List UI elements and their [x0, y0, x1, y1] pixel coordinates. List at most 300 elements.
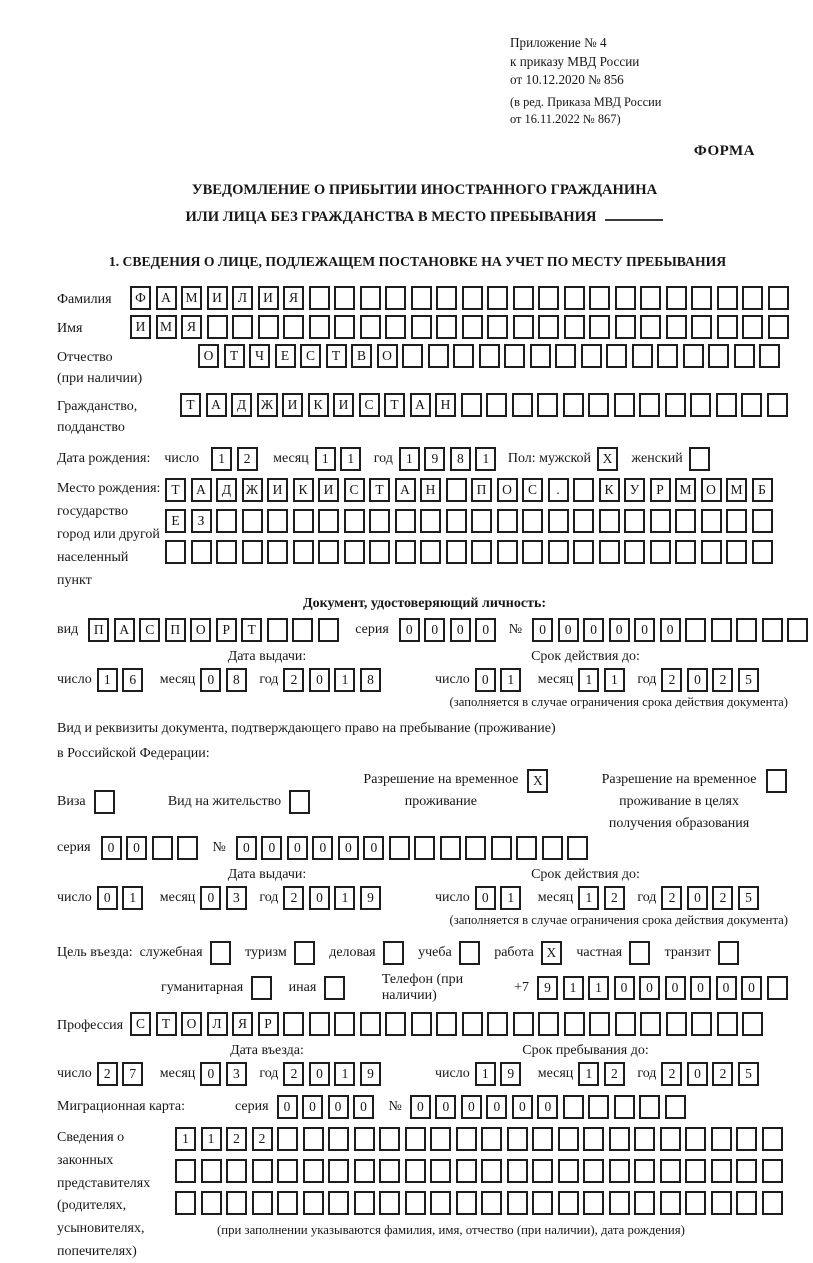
char-cell[interactable]: 1: [122, 886, 143, 910]
char-cell[interactable]: 2: [283, 886, 304, 910]
char-cell[interactable]: 1: [563, 976, 584, 1000]
char-cell[interactable]: О: [377, 344, 398, 368]
char-cell[interactable]: Т: [241, 618, 262, 642]
char-cell[interactable]: 0: [97, 886, 118, 910]
char-cell[interactable]: 0: [338, 836, 359, 860]
char-cell[interactable]: [711, 1191, 732, 1215]
char-cell[interactable]: [683, 344, 704, 368]
char-cell[interactable]: X: [597, 447, 618, 471]
char-cell[interactable]: 0: [486, 1095, 507, 1119]
char-cell[interactable]: 0: [475, 618, 496, 642]
char-cell[interactable]: 9: [360, 1062, 381, 1086]
char-cell[interactable]: Д: [216, 478, 237, 502]
char-cell[interactable]: [685, 1127, 706, 1151]
char-cell[interactable]: 0: [690, 976, 711, 1000]
char-cell[interactable]: [762, 1159, 783, 1183]
char-cell[interactable]: [267, 618, 288, 642]
char-cell[interactable]: [513, 315, 534, 339]
char-cell[interactable]: И: [130, 315, 151, 339]
char-cell[interactable]: [639, 393, 660, 417]
char-cell[interactable]: X: [527, 769, 548, 793]
char-cell[interactable]: Б: [752, 478, 773, 502]
char-cell[interactable]: 2: [604, 886, 625, 910]
char-cell[interactable]: [242, 540, 263, 564]
char-cell[interactable]: А: [395, 478, 416, 502]
char-cell[interactable]: [589, 315, 610, 339]
char-cell[interactable]: [711, 618, 732, 642]
char-cell[interactable]: [354, 1191, 375, 1215]
char-cell[interactable]: Р: [650, 478, 671, 502]
char-cell[interactable]: 0: [687, 668, 708, 692]
char-cell[interactable]: 1: [315, 447, 336, 471]
char-cell[interactable]: 0: [277, 1095, 298, 1119]
char-cell[interactable]: [293, 509, 314, 533]
char-cell[interactable]: [446, 478, 467, 502]
char-cell[interactable]: [379, 1191, 400, 1215]
char-cell[interactable]: Я: [181, 315, 202, 339]
char-cell[interactable]: [538, 1012, 559, 1036]
char-cell[interactable]: 2: [712, 668, 733, 692]
char-cell[interactable]: [303, 1191, 324, 1215]
char-cell[interactable]: [513, 1012, 534, 1036]
char-cell[interactable]: [459, 941, 480, 965]
char-cell[interactable]: У: [624, 478, 645, 502]
char-cell[interactable]: [226, 1191, 247, 1215]
char-cell[interactable]: [583, 1159, 604, 1183]
char-cell[interactable]: 0: [475, 668, 496, 692]
char-cell[interactable]: [242, 509, 263, 533]
char-cell[interactable]: [487, 286, 508, 310]
char-cell[interactable]: [512, 393, 533, 417]
char-cell[interactable]: [762, 1191, 783, 1215]
char-cell[interactable]: Д: [231, 393, 252, 417]
char-cell[interactable]: 1: [334, 886, 355, 910]
char-cell[interactable]: [405, 1191, 426, 1215]
char-cell[interactable]: [232, 315, 253, 339]
char-cell[interactable]: [513, 286, 534, 310]
char-cell[interactable]: [420, 540, 441, 564]
char-cell[interactable]: М: [156, 315, 177, 339]
char-cell[interactable]: 0: [200, 1062, 221, 1086]
char-cell[interactable]: 2: [283, 668, 304, 692]
char-cell[interactable]: [411, 286, 432, 310]
char-cell[interactable]: [752, 509, 773, 533]
char-cell[interactable]: 2: [604, 1062, 625, 1086]
char-cell[interactable]: [471, 509, 492, 533]
char-cell[interactable]: [430, 1159, 451, 1183]
char-cell[interactable]: [685, 1191, 706, 1215]
char-cell[interactable]: [283, 1012, 304, 1036]
char-cell[interactable]: С: [139, 618, 160, 642]
char-cell[interactable]: 0: [716, 976, 737, 1000]
char-cell[interactable]: [640, 286, 661, 310]
char-cell[interactable]: [289, 790, 310, 814]
char-cell[interactable]: [690, 393, 711, 417]
char-cell[interactable]: 8: [226, 668, 247, 692]
char-cell[interactable]: 0: [558, 618, 579, 642]
char-cell[interactable]: [462, 315, 483, 339]
char-cell[interactable]: [689, 447, 710, 471]
char-cell[interactable]: [414, 836, 435, 860]
char-cell[interactable]: [615, 286, 636, 310]
char-cell[interactable]: [736, 1127, 757, 1151]
char-cell[interactable]: [309, 286, 330, 310]
char-cell[interactable]: [736, 1159, 757, 1183]
char-cell[interactable]: [583, 1191, 604, 1215]
char-cell[interactable]: [303, 1127, 324, 1151]
char-cell[interactable]: [446, 540, 467, 564]
char-cell[interactable]: 0: [687, 1062, 708, 1086]
char-cell[interactable]: 2: [252, 1127, 273, 1151]
char-cell[interactable]: [701, 509, 722, 533]
char-cell[interactable]: И: [258, 286, 279, 310]
char-cell[interactable]: 1: [500, 668, 521, 692]
char-cell[interactable]: [650, 540, 671, 564]
char-cell[interactable]: [487, 315, 508, 339]
char-cell[interactable]: [497, 540, 518, 564]
char-cell[interactable]: [624, 509, 645, 533]
char-cell[interactable]: [691, 1012, 712, 1036]
char-cell[interactable]: [360, 286, 381, 310]
char-cell[interactable]: 0: [410, 1095, 431, 1119]
char-cell[interactable]: [252, 1191, 273, 1215]
char-cell[interactable]: [726, 509, 747, 533]
char-cell[interactable]: 0: [634, 618, 655, 642]
char-cell[interactable]: [318, 509, 339, 533]
char-cell[interactable]: А: [114, 618, 135, 642]
char-cell[interactable]: [609, 1191, 630, 1215]
char-cell[interactable]: Е: [275, 344, 296, 368]
char-cell[interactable]: [507, 1159, 528, 1183]
char-cell[interactable]: [293, 540, 314, 564]
char-cell[interactable]: [542, 836, 563, 860]
char-cell[interactable]: [507, 1127, 528, 1151]
char-cell[interactable]: 1: [399, 447, 420, 471]
char-cell[interactable]: С: [522, 478, 543, 502]
char-cell[interactable]: [609, 1127, 630, 1151]
char-cell[interactable]: Я: [232, 1012, 253, 1036]
char-cell[interactable]: [762, 618, 783, 642]
char-cell[interactable]: [660, 1159, 681, 1183]
char-cell[interactable]: 0: [639, 976, 660, 1000]
char-cell[interactable]: [465, 836, 486, 860]
char-cell[interactable]: [405, 1127, 426, 1151]
char-cell[interactable]: [486, 393, 507, 417]
char-cell[interactable]: К: [599, 478, 620, 502]
char-cell[interactable]: [385, 286, 406, 310]
char-cell[interactable]: .: [548, 478, 569, 502]
char-cell[interactable]: 1: [211, 447, 232, 471]
char-cell[interactable]: 0: [312, 836, 333, 860]
char-cell[interactable]: [94, 790, 115, 814]
char-cell[interactable]: 2: [661, 668, 682, 692]
char-cell[interactable]: [588, 393, 609, 417]
char-cell[interactable]: [479, 344, 500, 368]
char-cell[interactable]: 1: [475, 1062, 496, 1086]
char-cell[interactable]: 0: [512, 1095, 533, 1119]
char-cell[interactable]: С: [359, 393, 380, 417]
char-cell[interactable]: К: [293, 478, 314, 502]
char-cell[interactable]: [360, 1012, 381, 1036]
char-cell[interactable]: [615, 315, 636, 339]
char-cell[interactable]: [318, 540, 339, 564]
char-cell[interactable]: [640, 315, 661, 339]
char-cell[interactable]: [456, 1191, 477, 1215]
char-cell[interactable]: 0: [424, 618, 445, 642]
char-cell[interactable]: [614, 1095, 635, 1119]
char-cell[interactable]: Н: [435, 393, 456, 417]
char-cell[interactable]: Е: [165, 509, 186, 533]
char-cell[interactable]: Т: [326, 344, 347, 368]
char-cell[interactable]: К: [308, 393, 329, 417]
char-cell[interactable]: [736, 618, 757, 642]
char-cell[interactable]: 0: [660, 618, 681, 642]
char-cell[interactable]: [385, 1012, 406, 1036]
char-cell[interactable]: [328, 1159, 349, 1183]
char-cell[interactable]: 1: [588, 976, 609, 1000]
char-cell[interactable]: 1: [334, 668, 355, 692]
char-cell[interactable]: [420, 509, 441, 533]
char-cell[interactable]: [175, 1159, 196, 1183]
char-cell[interactable]: [701, 540, 722, 564]
char-cell[interactable]: Л: [232, 286, 253, 310]
char-cell[interactable]: Ф: [130, 286, 151, 310]
char-cell[interactable]: [666, 315, 687, 339]
char-cell[interactable]: [629, 941, 650, 965]
char-cell[interactable]: [395, 509, 416, 533]
char-cell[interactable]: [588, 1095, 609, 1119]
char-cell[interactable]: 0: [101, 836, 122, 860]
char-cell[interactable]: [252, 1159, 273, 1183]
char-cell[interactable]: Л: [207, 1012, 228, 1036]
char-cell[interactable]: П: [88, 618, 109, 642]
char-cell[interactable]: [277, 1127, 298, 1151]
char-cell[interactable]: [537, 393, 558, 417]
char-cell[interactable]: [558, 1127, 579, 1151]
char-cell[interactable]: [675, 509, 696, 533]
char-cell[interactable]: [691, 286, 712, 310]
char-cell[interactable]: [152, 836, 173, 860]
char-cell[interactable]: 0: [200, 886, 221, 910]
char-cell[interactable]: [430, 1191, 451, 1215]
char-cell[interactable]: [491, 836, 512, 860]
char-cell[interactable]: [430, 1127, 451, 1151]
char-cell[interactable]: [318, 618, 339, 642]
char-cell[interactable]: 9: [537, 976, 558, 1000]
char-cell[interactable]: С: [130, 1012, 151, 1036]
char-cell[interactable]: 0: [309, 668, 330, 692]
char-cell[interactable]: [650, 509, 671, 533]
char-cell[interactable]: [548, 540, 569, 564]
char-cell[interactable]: Т: [384, 393, 405, 417]
char-cell[interactable]: [767, 976, 788, 1000]
char-cell[interactable]: [497, 509, 518, 533]
char-cell[interactable]: [609, 1159, 630, 1183]
char-cell[interactable]: [573, 509, 594, 533]
char-cell[interactable]: [507, 1191, 528, 1215]
char-cell[interactable]: 0: [328, 1095, 349, 1119]
char-cell[interactable]: 0: [302, 1095, 323, 1119]
char-cell[interactable]: 0: [687, 886, 708, 910]
char-cell[interactable]: [599, 540, 620, 564]
char-cell[interactable]: [614, 393, 635, 417]
char-cell[interactable]: [456, 1127, 477, 1151]
char-cell[interactable]: [487, 1012, 508, 1036]
char-cell[interactable]: 1: [578, 886, 599, 910]
char-cell[interactable]: В: [351, 344, 372, 368]
char-cell[interactable]: [666, 1012, 687, 1036]
char-cell[interactable]: [309, 1012, 330, 1036]
char-cell[interactable]: [548, 509, 569, 533]
char-cell[interactable]: [742, 1012, 763, 1036]
char-cell[interactable]: 5: [738, 886, 759, 910]
char-cell[interactable]: [277, 1191, 298, 1215]
char-cell[interactable]: [389, 836, 410, 860]
char-cell[interactable]: [639, 1095, 660, 1119]
char-cell[interactable]: А: [156, 286, 177, 310]
char-cell[interactable]: [767, 393, 788, 417]
char-cell[interactable]: [334, 315, 355, 339]
char-cell[interactable]: [657, 344, 678, 368]
char-cell[interactable]: [666, 286, 687, 310]
char-cell[interactable]: 1: [475, 447, 496, 471]
char-cell[interactable]: О: [701, 478, 722, 502]
char-cell[interactable]: 0: [475, 886, 496, 910]
char-cell[interactable]: [283, 315, 304, 339]
char-cell[interactable]: 7: [122, 1062, 143, 1086]
char-cell[interactable]: 0: [309, 886, 330, 910]
char-cell[interactable]: 0: [236, 836, 257, 860]
char-cell[interactable]: 5: [738, 1062, 759, 1086]
char-cell[interactable]: [741, 393, 762, 417]
char-cell[interactable]: 0: [435, 1095, 456, 1119]
char-cell[interactable]: 2: [237, 447, 258, 471]
char-cell[interactable]: 9: [500, 1062, 521, 1086]
char-cell[interactable]: [516, 836, 537, 860]
char-cell[interactable]: [532, 1127, 553, 1151]
char-cell[interactable]: [660, 1191, 681, 1215]
char-cell[interactable]: [402, 344, 423, 368]
char-cell[interactable]: 0: [614, 976, 635, 1000]
char-cell[interactable]: [405, 1159, 426, 1183]
char-cell[interactable]: [734, 344, 755, 368]
char-cell[interactable]: [481, 1127, 502, 1151]
char-cell[interactable]: [718, 941, 739, 965]
char-cell[interactable]: [708, 344, 729, 368]
char-cell[interactable]: О: [497, 478, 518, 502]
char-cell[interactable]: Я: [283, 286, 304, 310]
char-cell[interactable]: [258, 315, 279, 339]
char-cell[interactable]: [395, 540, 416, 564]
char-cell[interactable]: [411, 315, 432, 339]
char-cell[interactable]: [599, 509, 620, 533]
char-cell[interactable]: 3: [226, 1062, 247, 1086]
char-cell[interactable]: [207, 315, 228, 339]
char-cell[interactable]: [294, 941, 315, 965]
char-cell[interactable]: М: [181, 286, 202, 310]
char-cell[interactable]: [328, 1191, 349, 1215]
char-cell[interactable]: [344, 540, 365, 564]
char-cell[interactable]: [624, 540, 645, 564]
char-cell[interactable]: И: [207, 286, 228, 310]
char-cell[interactable]: [766, 769, 787, 793]
char-cell[interactable]: Т: [224, 344, 245, 368]
char-cell[interactable]: [461, 393, 482, 417]
char-cell[interactable]: 0: [399, 618, 420, 642]
char-cell[interactable]: И: [282, 393, 303, 417]
char-cell[interactable]: [453, 344, 474, 368]
char-cell[interactable]: [379, 1159, 400, 1183]
char-cell[interactable]: [752, 540, 773, 564]
char-cell[interactable]: 0: [741, 976, 762, 1000]
char-cell[interactable]: Т: [180, 393, 201, 417]
char-cell[interactable]: [369, 540, 390, 564]
char-cell[interactable]: М: [675, 478, 696, 502]
char-cell[interactable]: 1: [201, 1127, 222, 1151]
char-cell[interactable]: 8: [360, 668, 381, 692]
char-cell[interactable]: [267, 509, 288, 533]
char-cell[interactable]: [456, 1159, 477, 1183]
char-cell[interactable]: 0: [665, 976, 686, 1000]
char-cell[interactable]: [462, 286, 483, 310]
char-cell[interactable]: А: [191, 478, 212, 502]
char-cell[interactable]: [564, 1012, 585, 1036]
char-cell[interactable]: [558, 1191, 579, 1215]
char-cell[interactable]: [504, 344, 525, 368]
char-cell[interactable]: [436, 1012, 457, 1036]
char-cell[interactable]: [210, 941, 231, 965]
char-cell[interactable]: Ж: [257, 393, 278, 417]
char-cell[interactable]: [354, 1127, 375, 1151]
char-cell[interactable]: 0: [609, 618, 630, 642]
char-cell[interactable]: [583, 1127, 604, 1151]
char-cell[interactable]: 1: [334, 1062, 355, 1086]
char-cell[interactable]: Р: [258, 1012, 279, 1036]
char-cell[interactable]: Р: [216, 618, 237, 642]
char-cell[interactable]: [177, 836, 198, 860]
char-cell[interactable]: 1: [578, 1062, 599, 1086]
char-cell[interactable]: [558, 1159, 579, 1183]
char-cell[interactable]: 1: [578, 668, 599, 692]
char-cell[interactable]: З: [191, 509, 212, 533]
char-cell[interactable]: Т: [369, 478, 390, 502]
char-cell[interactable]: 5: [738, 668, 759, 692]
char-cell[interactable]: [555, 344, 576, 368]
char-cell[interactable]: [522, 540, 543, 564]
char-cell[interactable]: [354, 1159, 375, 1183]
char-cell[interactable]: [665, 393, 686, 417]
char-cell[interactable]: [436, 286, 457, 310]
char-cell[interactable]: [632, 344, 653, 368]
char-cell[interactable]: 0: [583, 618, 604, 642]
char-cell[interactable]: [762, 1127, 783, 1151]
char-cell[interactable]: [759, 344, 780, 368]
char-cell[interactable]: [573, 478, 594, 502]
char-cell[interactable]: 0: [126, 836, 147, 860]
char-cell[interactable]: [360, 315, 381, 339]
char-cell[interactable]: 2: [712, 1062, 733, 1086]
char-cell[interactable]: Т: [165, 478, 186, 502]
char-cell[interactable]: [532, 1191, 553, 1215]
char-cell[interactable]: [446, 509, 467, 533]
char-cell[interactable]: [165, 540, 186, 564]
char-cell[interactable]: [334, 1012, 355, 1036]
char-cell[interactable]: [201, 1191, 222, 1215]
char-cell[interactable]: [216, 540, 237, 564]
char-cell[interactable]: 0: [287, 836, 308, 860]
char-cell[interactable]: [191, 540, 212, 564]
char-cell[interactable]: [742, 286, 763, 310]
